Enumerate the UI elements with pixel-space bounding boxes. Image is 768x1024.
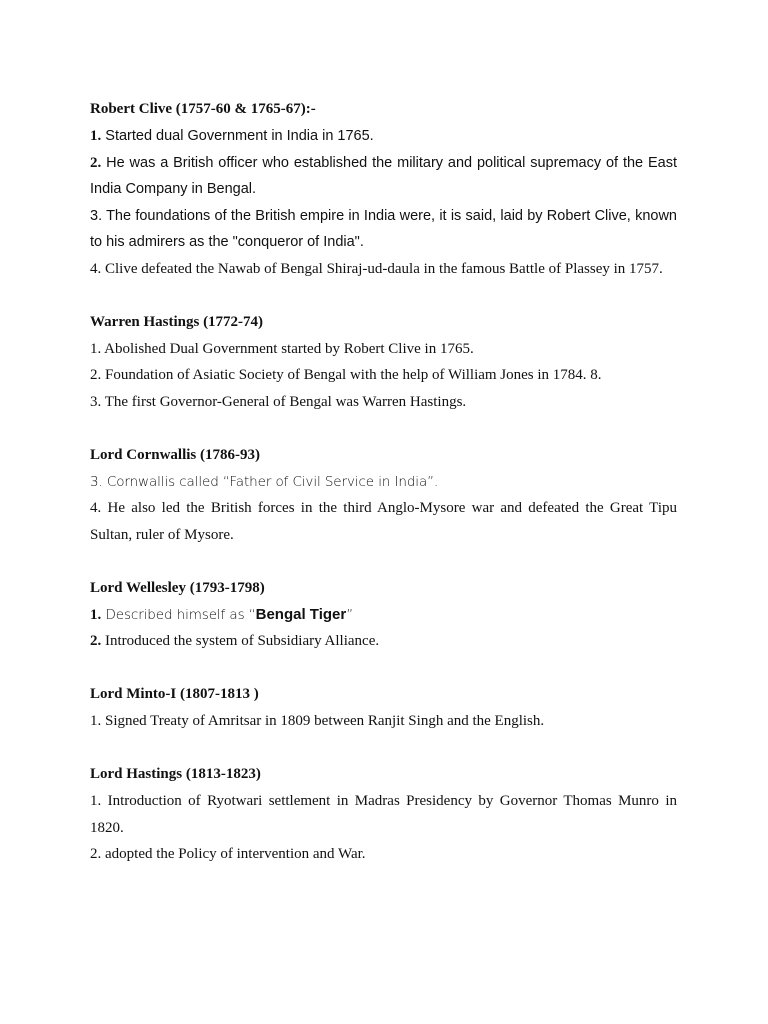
list-item xyxy=(90,602,677,629)
list-item: 4. Clive defeated the Nawab of Bengal Shiraj-ud-daula in the famous Battle of Plassey in 1757. xyxy=(90,260,663,277)
item-bold-text: Bengal Tiger xyxy=(255,605,347,623)
list-item: 3. The foundations of the British empire in India were, it is said, laid by Robert Clive, known to his admirers as the "conqueror of India". xyxy=(90,207,677,250)
section-gap xyxy=(90,415,677,442)
item-number: 2. xyxy=(90,154,102,171)
item-number: 2. xyxy=(90,633,102,649)
section-heading-lord-cornwallis: Lord Cornwallis (1786-93) xyxy=(90,446,260,463)
section-heading-lord-wellesley: Lord Wellesley (1793-1798) xyxy=(90,579,265,596)
item-text: Started dual Government in India in 1765. xyxy=(101,128,374,144)
list-item: 1. Introduction of Ryotwari settlement in Madras Presidency by Governor Thomas Munro in 1820. xyxy=(90,793,677,836)
list-item: 1. Abolished Dual Government started by Robert Clive in 1765. xyxy=(90,340,474,357)
item-text: ” xyxy=(346,606,354,623)
section-heading-warren-hastings: Warren Hastings (1772-74) xyxy=(90,313,264,330)
list-item xyxy=(90,123,677,150)
list-item: 3. Cornwallis called “Father of Civil Service in India”. xyxy=(90,473,439,490)
item-number: 1. xyxy=(90,128,102,144)
section-gap xyxy=(90,548,677,575)
list-item: 2. adopted the Policy of intervention and War. xyxy=(90,846,366,862)
item-text: Introduced the system of Subsidiary Alliance. xyxy=(101,633,380,649)
list-item: 2. Foundation of Asiatic Society of Bengal with the help of William Jones in 1784. 8. xyxy=(90,367,602,383)
section-heading-lord-minto: Lord Minto-I (1807-1813 ) xyxy=(90,686,259,702)
list-item: 3. The first Governor-General of Bengal was Warren Hastings. xyxy=(90,393,467,410)
list-item: 4. He also led the British forces in the third Anglo-Mysore war and defeated the Great Tipu Sultan, ruler of Mysore. xyxy=(90,500,677,543)
section-heading-lord-hastings: Lord Hastings (1813-1823) xyxy=(90,766,261,782)
section-heading-robert-clive: Robert Clive (1757-60 & 1765-67):- xyxy=(90,101,316,117)
item-text: Described himself as “ xyxy=(101,606,256,623)
section-gap xyxy=(90,655,677,682)
list-item xyxy=(90,628,677,655)
item-text: He was a British officer who established the military and political supremacy of the East India Company in Bengal. xyxy=(90,154,677,197)
section-gap xyxy=(90,282,677,309)
section-gap xyxy=(90,735,677,762)
item-number: 1. xyxy=(90,606,102,623)
list-item xyxy=(90,150,677,203)
document-page xyxy=(90,96,677,868)
list-item: 1. Signed Treaty of Amritsar in 1809 between Ranjit Singh and the English. xyxy=(90,713,545,729)
